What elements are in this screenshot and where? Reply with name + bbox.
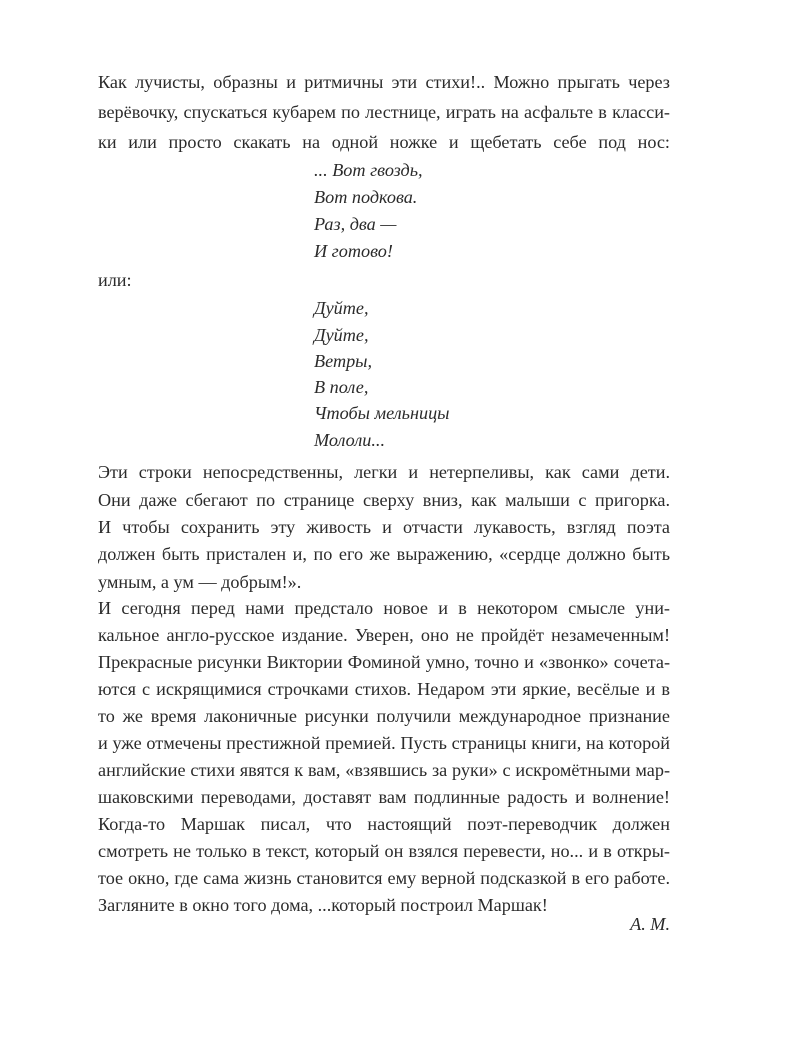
paragraph-4-line-3: тое окно, где сама жизнь становится ему верной подсказкой в его работе. (98, 868, 670, 888)
paragraph-1-line-1: Как лучисты, образны и ритмичны эти стихи!.. Можно прыгать через (98, 72, 670, 92)
paragraph-3-line-3: Прекрасные рисунки Виктории Фоминой умно, точно и «звонко» сочета- (98, 652, 670, 672)
verse-2-line-5: Чтобы мельницы (314, 403, 450, 423)
verse-1-line-2: Вот подкова. (314, 187, 418, 207)
paragraph-3-line-2: кальное англо-русское издание. Уверен, оно не пройдёт незамеченным! (98, 625, 670, 645)
paragraph-3-line-5: то же время лаконичные рисунки получили международное признание (98, 706, 670, 726)
paragraph-2-line-5: умным, а ум — добрым!». (98, 572, 302, 592)
verse-2-line-6: Мололи... (314, 430, 385, 450)
verse-1-line-4: И готово! (314, 241, 393, 261)
paragraph-5-line-1: Загляните в окно того дома, ...который построил Маршак! (98, 895, 548, 915)
paragraph-4-line-2: смотреть не только в текст, который он взялся перевести, но... и в откры- (98, 841, 670, 861)
paragraph-2-line-2: Они даже сбегают по странице сверху вниз, как малыши с пригорка. (98, 490, 670, 510)
paragraph-2-line-4: должен быть пристален и, по его же выражению, «сердце должно быть (98, 544, 670, 564)
verse-1-line-3: Раз, два — (314, 214, 397, 234)
paragraph-1-line-3: ки или просто скакать на одной ножке и щебетать себе под нос: (98, 132, 670, 152)
paragraph-1-line-2: верёвочку, спускаться кубарем по лестнице, играть на асфальте в класси- (98, 102, 670, 122)
verse-2-line-4: В поле, (314, 377, 369, 397)
paragraph-3-line-8: шаковскими переводами, доставят вам подлинные радость и волнение! (98, 787, 670, 807)
paragraph-3-line-7: английские стихи явятся к вам, «взявшись за руки» с искромётными мар- (98, 760, 670, 780)
paragraph-2-line-1: Эти строки непосредственны, легки и нетерпеливы, как сами дети. (98, 462, 670, 482)
paragraph-4-line-1: Когда-то Маршак писал, что настоящий поэт-переводчик должен (98, 814, 670, 834)
author-signature: А. М. (630, 914, 670, 934)
verse-2-line-2: Дуйте, (314, 325, 369, 345)
paragraph-3-line-6: и уже отмечены престижной премией. Пусть страницы книги, на которой (98, 733, 670, 753)
verse-2-line-1: Дуйте, (314, 298, 369, 318)
or-label: или: (98, 270, 132, 290)
paragraph-3-line-4: ются с искрящимися строчками стихов. Недаром эти яркие, весёлые и в (98, 679, 670, 699)
verse-1-line-1: ... Вот гвоздь, (314, 160, 423, 180)
paragraph-3-line-1: И сегодня перед нами предстало новое и в некотором смысле уни- (98, 598, 670, 618)
paragraph-2-line-3: И чтобы сохранить эту живость и отчасти лукавость, взгляд поэта (98, 517, 670, 537)
verse-2-line-3: Ветры, (314, 351, 373, 371)
